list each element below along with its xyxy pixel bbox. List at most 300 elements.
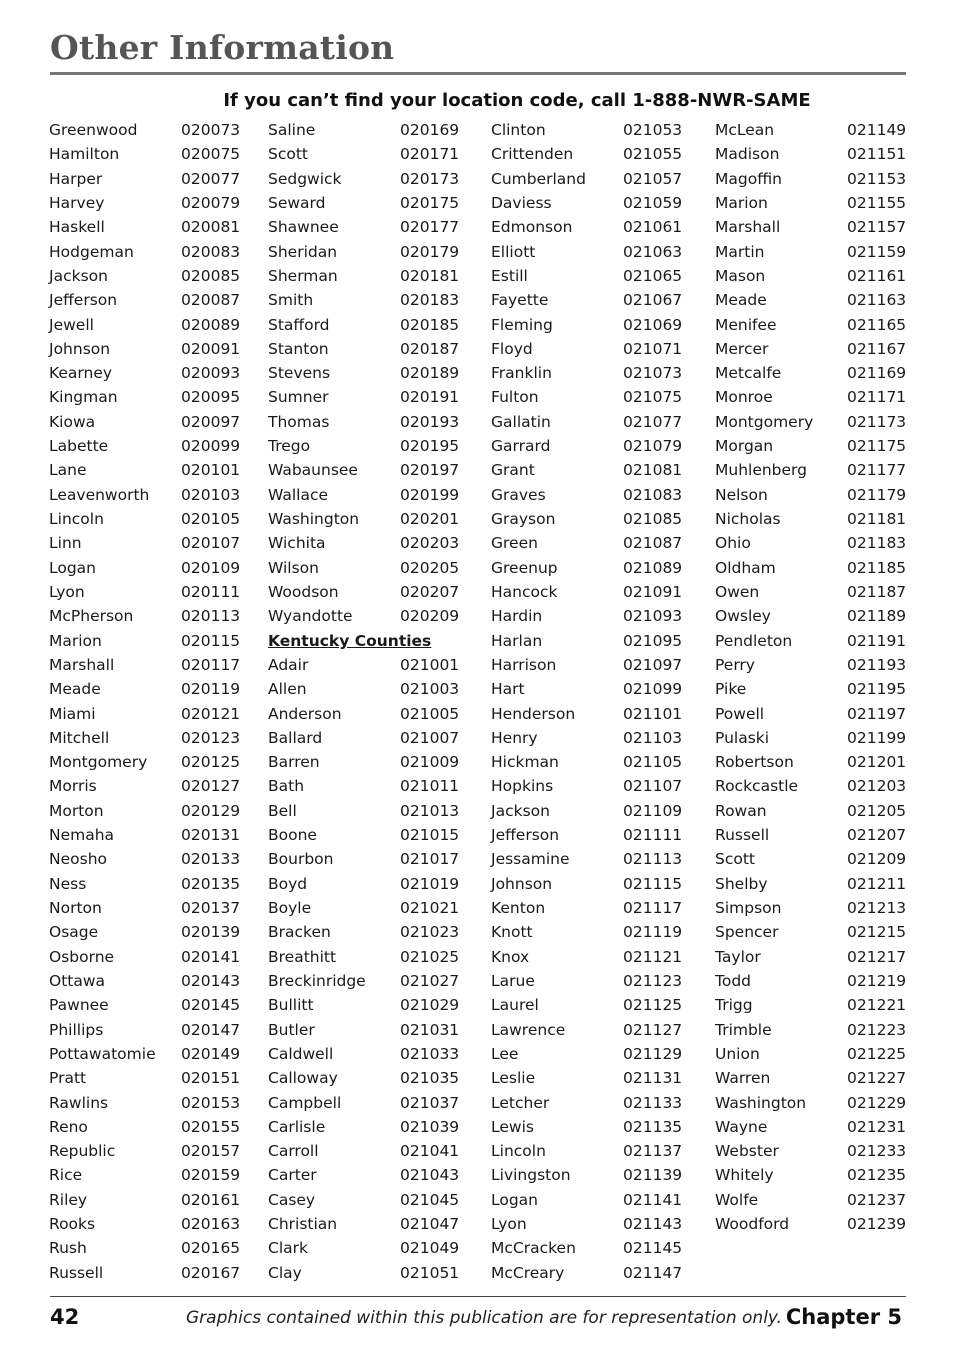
location-code: 021125 <box>623 996 683 1015</box>
county-row <box>491 434 681 458</box>
county-row <box>491 823 681 847</box>
location-code: 020077 <box>181 169 241 188</box>
county-row <box>491 629 681 653</box>
county-name: Perry <box>715 655 755 674</box>
county-row <box>491 969 681 993</box>
county-row <box>49 750 239 774</box>
county-name: Hardin <box>491 607 543 626</box>
location-code: 021067 <box>623 291 683 310</box>
county-row <box>49 361 239 385</box>
county-name: Grayson <box>491 510 556 528</box>
location-code: 021097 <box>623 655 683 674</box>
county-name: Robertson <box>715 753 794 772</box>
county-name: Menifee <box>715 315 777 334</box>
county-name: Trego <box>268 437 311 456</box>
county-row <box>268 1188 458 1212</box>
county-name: Marion <box>715 193 768 212</box>
county-name: Trigg <box>715 996 753 1015</box>
location-code: 021211 <box>847 874 907 893</box>
location-code: 020179 <box>400 242 460 261</box>
county-row <box>715 604 905 628</box>
location-code: 021059 <box>623 193 683 212</box>
county-row <box>268 167 458 191</box>
county-row <box>491 580 681 604</box>
location-code: 021189 <box>847 607 907 626</box>
county-column-3 <box>491 118 681 1285</box>
county-row <box>491 361 681 385</box>
county-name: Miami <box>49 704 96 723</box>
location-code: 021171 <box>847 388 907 407</box>
location-code: 021081 <box>623 461 683 480</box>
location-code: 021203 <box>847 777 907 796</box>
county-row <box>268 1163 458 1187</box>
county-name: Rockcastle <box>715 777 799 796</box>
county-row <box>715 240 905 264</box>
location-code: 021217 <box>847 947 907 966</box>
county-row <box>49 1163 239 1187</box>
location-code: 020141 <box>181 947 241 966</box>
location-code: 021109 <box>623 801 683 820</box>
county-name: Washington <box>715 1093 807 1112</box>
location-code: 020181 <box>400 266 460 285</box>
county-row <box>268 1042 458 1066</box>
location-code: 020193 <box>400 412 460 431</box>
location-code: 021153 <box>847 169 907 188</box>
county-row <box>268 458 458 482</box>
county-row <box>491 847 681 871</box>
location-code: 021205 <box>847 801 907 820</box>
county-name: Washington <box>268 510 360 528</box>
location-code: 020199 <box>400 485 460 504</box>
county-name: Thomas <box>268 412 330 431</box>
location-code: 020081 <box>181 218 241 237</box>
location-code: 021053 <box>623 121 683 139</box>
county-name: Ottawa <box>49 971 106 990</box>
county-name: Sheridan <box>268 242 338 261</box>
location-code: 021099 <box>623 680 683 699</box>
county-name: Hart <box>491 680 525 699</box>
county-name: McCracken <box>491 1239 576 1258</box>
county-row <box>268 653 458 677</box>
county-name: Elliott <box>491 242 536 261</box>
location-code: 020195 <box>400 437 460 456</box>
location-code: 020127 <box>181 777 241 796</box>
county-name: Russell <box>49 1263 104 1282</box>
county-row <box>49 1212 239 1236</box>
location-code: 021115 <box>623 874 683 893</box>
location-code: 021145 <box>623 1239 683 1258</box>
location-code: 021079 <box>623 437 683 456</box>
county-row <box>715 702 905 726</box>
county-name: Larue <box>491 971 535 990</box>
location-code: 020155 <box>181 1117 241 1136</box>
county-row <box>49 240 239 264</box>
county-name: Lewis <box>491 1117 534 1136</box>
footer-disclaimer: Graphics contained within this publication are for representation only. <box>186 1308 783 1328</box>
county-name: Haskell <box>49 218 105 237</box>
county-row <box>268 410 458 434</box>
county-name: Hamilton <box>49 145 120 164</box>
county-row <box>268 531 458 555</box>
location-code: 020143 <box>181 971 241 990</box>
county-name: Lane <box>49 461 87 480</box>
county-column-4 <box>715 118 905 1236</box>
location-code: 021209 <box>847 850 907 869</box>
location-code: 020189 <box>400 364 460 383</box>
section-heading-label: Kentucky Counties <box>268 631 432 650</box>
county-name: Henry <box>491 728 538 747</box>
county-row <box>491 288 681 312</box>
county-row <box>268 677 458 701</box>
county-row <box>49 1188 239 1212</box>
county-row <box>491 702 681 726</box>
county-name: Hancock <box>491 582 558 601</box>
county-row <box>268 774 458 798</box>
location-code: 020207 <box>400 582 460 601</box>
chapter-label: Chapter 5 <box>785 1305 902 1329</box>
location-code: 020093 <box>181 364 241 383</box>
county-name: Warren <box>715 1069 771 1088</box>
location-code: 021019 <box>400 874 460 893</box>
page-title: Other Information <box>50 28 395 67</box>
county-row <box>268 385 458 409</box>
location-code: 020091 <box>181 339 241 358</box>
county-name: Webster <box>715 1142 779 1161</box>
county-row <box>268 1091 458 1115</box>
county-name: Anderson <box>268 704 342 723</box>
county-row <box>268 993 458 1017</box>
county-name: Kenton <box>491 899 546 917</box>
county-name: Livingston <box>491 1166 571 1185</box>
county-row <box>491 385 681 409</box>
location-code: 021093 <box>623 607 683 626</box>
county-row <box>491 118 681 142</box>
county-row <box>715 799 905 823</box>
location-code: 020089 <box>181 315 241 334</box>
county-name: Caldwell <box>268 1044 334 1063</box>
county-row <box>491 240 681 264</box>
location-code: 021047 <box>400 1215 460 1234</box>
county-name: Sedgwick <box>268 169 342 188</box>
county-row <box>715 118 905 142</box>
location-code: 021231 <box>847 1117 907 1136</box>
county-row <box>49 264 239 288</box>
county-row <box>49 726 239 750</box>
county-name: Lincoln <box>49 510 104 528</box>
location-code: 021201 <box>847 753 907 772</box>
county-name: Grant <box>491 461 535 480</box>
location-code: 021141 <box>623 1190 683 1209</box>
county-name: Logan <box>49 558 97 577</box>
county-name: Rush <box>49 1239 87 1258</box>
location-code: 020157 <box>181 1142 241 1161</box>
county-row <box>268 264 458 288</box>
county-row <box>49 1236 239 1260</box>
county-name: Meade <box>49 680 101 699</box>
location-code: 020167 <box>181 1263 241 1282</box>
county-row <box>715 191 905 215</box>
county-row <box>715 653 905 677</box>
county-name: Graves <box>491 485 546 504</box>
county-row <box>268 604 458 628</box>
county-name: Boyd <box>268 874 308 893</box>
location-code: 021095 <box>623 631 683 650</box>
county-row <box>491 604 681 628</box>
county-row <box>49 288 239 312</box>
location-code: 020187 <box>400 339 460 358</box>
location-code: 020151 <box>181 1069 241 1088</box>
location-code: 021089 <box>623 558 683 577</box>
county-row <box>491 556 681 580</box>
location-code: 021195 <box>847 680 907 699</box>
location-code: 021001 <box>400 655 460 674</box>
county-name: Monroe <box>715 388 773 407</box>
county-row <box>491 313 681 337</box>
county-name: Morton <box>49 801 104 820</box>
county-name: Nelson <box>715 485 768 504</box>
location-code: 020163 <box>181 1215 241 1234</box>
county-row <box>49 799 239 823</box>
location-code: 021015 <box>400 826 460 845</box>
county-name: Bell <box>268 801 297 820</box>
county-row <box>268 702 458 726</box>
county-row <box>715 434 905 458</box>
location-code: 021127 <box>623 1020 683 1039</box>
location-code: 021135 <box>623 1117 683 1136</box>
county-column-2 <box>268 118 458 1285</box>
county-name: Crittenden <box>491 145 574 164</box>
footer-divider <box>50 1296 906 1297</box>
county-row <box>49 604 239 628</box>
county-name: Henderson <box>491 704 576 723</box>
location-code: 021239 <box>847 1215 907 1234</box>
location-code: 021113 <box>623 850 683 869</box>
county-name: Scott <box>715 850 755 869</box>
county-row <box>491 993 681 1017</box>
county-row <box>49 1018 239 1042</box>
county-name: Bourbon <box>268 850 334 869</box>
county-name: Woodford <box>715 1215 790 1234</box>
location-code: 021167 <box>847 339 907 358</box>
county-row <box>268 337 458 361</box>
county-row <box>268 483 458 507</box>
county-name: Allen <box>268 680 307 699</box>
location-code: 021027 <box>400 971 460 990</box>
location-code: 021177 <box>847 461 907 480</box>
county-name: Garrard <box>491 437 551 456</box>
location-code: 021143 <box>623 1215 683 1234</box>
county-row <box>491 531 681 555</box>
county-row <box>491 507 681 531</box>
location-code: 021065 <box>623 266 683 285</box>
location-code: 020079 <box>181 193 241 212</box>
location-code: 021045 <box>400 1190 460 1209</box>
location-code: 021163 <box>847 291 907 310</box>
county-row <box>268 240 458 264</box>
location-code: 020203 <box>400 534 460 553</box>
county-row <box>491 1115 681 1139</box>
county-name: Simpson <box>715 899 782 917</box>
county-name: Owen <box>715 582 760 601</box>
county-row <box>491 677 681 701</box>
county-name: Clay <box>268 1263 302 1282</box>
location-code: 021075 <box>623 388 683 407</box>
county-name: Morris <box>49 777 97 796</box>
county-name: Ohio <box>715 534 751 553</box>
county-name: Neosho <box>49 850 107 869</box>
location-code: 020117 <box>181 655 241 674</box>
location-code: 021139 <box>623 1166 683 1185</box>
location-code: 020173 <box>400 169 460 188</box>
location-code: 020087 <box>181 291 241 310</box>
county-row <box>715 1091 905 1115</box>
county-name: Hopkins <box>491 777 554 796</box>
location-code: 020115 <box>181 631 241 650</box>
location-code: 021173 <box>847 412 907 431</box>
county-row <box>715 1066 905 1090</box>
location-code: 021237 <box>847 1190 907 1209</box>
county-name: Mercer <box>715 339 769 358</box>
location-code: 021043 <box>400 1166 460 1185</box>
county-name: Wabaunsee <box>268 461 358 480</box>
county-row <box>49 507 239 531</box>
county-row <box>49 629 239 653</box>
county-row <box>715 337 905 361</box>
county-row <box>491 264 681 288</box>
county-row <box>715 313 905 337</box>
county-row <box>268 1236 458 1260</box>
county-row <box>715 847 905 871</box>
county-row <box>49 702 239 726</box>
county-row <box>49 1091 239 1115</box>
location-code: 021017 <box>400 850 460 869</box>
county-row <box>715 580 905 604</box>
county-name: Fayette <box>491 291 549 310</box>
county-name: Mitchell <box>49 728 110 747</box>
county-name: Greenup <box>491 558 558 577</box>
location-code: 021133 <box>623 1093 683 1112</box>
county-name: Casey <box>268 1190 316 1209</box>
location-code: 020101 <box>181 461 241 480</box>
location-code: 020099 <box>181 437 241 456</box>
location-code: 020183 <box>400 291 460 310</box>
location-code: 021057 <box>623 169 683 188</box>
county-row <box>268 288 458 312</box>
county-name: Osage <box>49 923 99 942</box>
county-row <box>49 385 239 409</box>
county-name: Hickman <box>491 753 559 772</box>
county-name: Sherman <box>268 266 338 285</box>
county-name: Owsley <box>715 607 771 626</box>
county-name: Ness <box>49 874 87 893</box>
county-name: Lee <box>491 1044 519 1063</box>
county-name: Floyd <box>491 339 533 358</box>
county-name: Fulton <box>491 388 539 407</box>
county-name: Boone <box>268 826 317 845</box>
county-row <box>491 337 681 361</box>
location-code: 020165 <box>181 1239 241 1258</box>
county-row <box>715 750 905 774</box>
location-code: 021025 <box>400 947 460 966</box>
county-name: Riley <box>49 1190 88 1209</box>
county-name: Jewell <box>49 315 94 334</box>
county-name: Greenwood <box>49 121 138 139</box>
location-code: 020147 <box>181 1020 241 1039</box>
location-code: 020201 <box>400 510 460 528</box>
county-name: Wallace <box>268 485 329 504</box>
location-code: 020107 <box>181 534 241 553</box>
location-code: 021121 <box>623 947 683 966</box>
location-code: 020137 <box>181 899 241 917</box>
county-row <box>49 1042 239 1066</box>
county-row <box>268 556 458 580</box>
county-row <box>49 142 239 166</box>
county-name: Carroll <box>268 1142 319 1161</box>
county-name: Mason <box>715 266 766 285</box>
location-code: 020133 <box>181 850 241 869</box>
county-name: Wichita <box>268 534 326 553</box>
location-code: 020103 <box>181 485 241 504</box>
county-row <box>491 726 681 750</box>
county-row <box>49 653 239 677</box>
location-code: 020175 <box>400 193 460 212</box>
county-row <box>268 507 458 531</box>
county-row <box>715 288 905 312</box>
county-name: Morgan <box>715 437 774 456</box>
county-name: Bracken <box>268 923 331 942</box>
county-name: Christian <box>268 1215 338 1234</box>
location-code: 021009 <box>400 753 460 772</box>
county-name: Scott <box>268 145 308 164</box>
county-name: Kearney <box>49 364 113 383</box>
location-code: 020095 <box>181 388 241 407</box>
county-name: Lyon <box>491 1215 527 1234</box>
county-name: Leavenworth <box>49 485 150 504</box>
location-code: 020169 <box>400 121 460 139</box>
county-name: Rice <box>49 1166 83 1185</box>
county-row <box>268 896 458 920</box>
county-row <box>491 191 681 215</box>
location-code: 021161 <box>847 266 907 285</box>
county-row <box>491 1212 681 1236</box>
county-row <box>491 215 681 239</box>
county-name: Stevens <box>268 364 331 383</box>
county-row <box>715 167 905 191</box>
location-code: 021149 <box>847 121 907 139</box>
county-name: Reno <box>49 1117 88 1136</box>
location-code: 021179 <box>847 485 907 504</box>
county-name: Powell <box>715 704 765 723</box>
county-name: Clark <box>268 1239 308 1258</box>
county-row <box>49 945 239 969</box>
location-code: 021233 <box>847 1142 907 1161</box>
county-row <box>268 580 458 604</box>
county-row <box>49 1115 239 1139</box>
county-name: Fleming <box>491 315 553 334</box>
county-name: Johnson <box>49 339 111 358</box>
location-code: 021165 <box>847 315 907 334</box>
location-code: 020125 <box>181 753 241 772</box>
county-row <box>715 507 905 531</box>
county-row <box>268 361 458 385</box>
county-name: Jessamine <box>491 850 570 869</box>
county-name: McLean <box>715 121 775 139</box>
county-name: Rowan <box>715 801 767 820</box>
county-row <box>715 1139 905 1163</box>
location-code: 020097 <box>181 412 241 431</box>
county-row <box>491 774 681 798</box>
county-row <box>49 167 239 191</box>
